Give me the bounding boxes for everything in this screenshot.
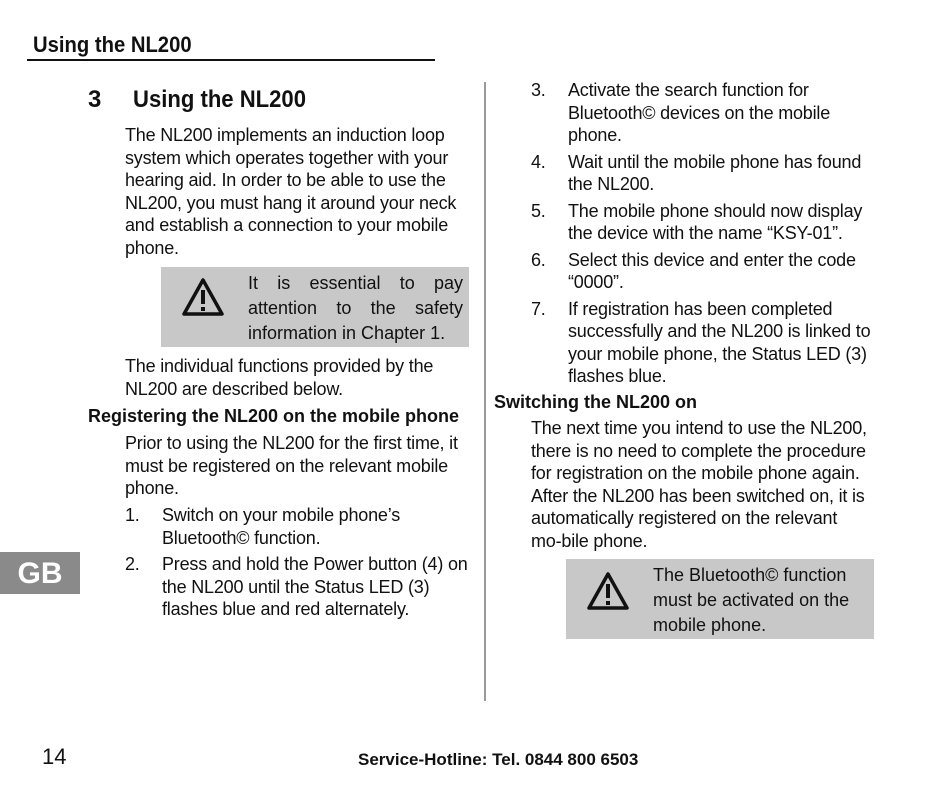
warning-triangle-icon: [586, 571, 630, 611]
intro-paragraph: [125, 124, 465, 259]
service-hotline: Service-Hotline: Tel. 0844 800 6503: [358, 750, 639, 769]
step-number: 7.: [531, 298, 546, 319]
safety-note-box: [161, 267, 469, 347]
language-tab: GB: [0, 552, 80, 594]
header-rule: [27, 59, 435, 61]
bluetooth-note-text: The Bluetooth© function must be activated on the mobile phone.: [653, 565, 850, 635]
step-item: [531, 249, 871, 294]
step-item: [531, 200, 871, 245]
step-text: Select this device and enter the code “0000”.: [568, 249, 856, 292]
safety-note-text: It is essential to pay attention to the safety information in Chapter 1.: [248, 273, 463, 343]
functions-paragraph: [125, 355, 465, 400]
running-header-title: Using the NL200: [33, 32, 192, 57]
step-number: 3.: [531, 80, 546, 100]
switching-subheading: Switching the NL200 on: [494, 392, 698, 412]
step-item: [531, 151, 871, 196]
right-steps-list: [531, 79, 871, 392]
step-number: 2.: [125, 554, 140, 574]
prior-text: Prior to using the NL200 for the first time, it must be registered on the relevant mobile phone.: [125, 433, 458, 498]
step-item: [125, 553, 470, 621]
warning-triangle-icon: [181, 277, 225, 317]
intro-text: The NL200 implements an induction loop system which operates together with your hearing aid. In order to be able to use the NL200, you must hang it around your neck and establish a connection to your mobile phone.: [125, 125, 457, 258]
step-text: Wait until the mobile phone has found the NL200.: [568, 151, 862, 194]
column-divider: [484, 82, 486, 701]
step-item: [125, 504, 470, 549]
bluetooth-note-box: [566, 559, 874, 639]
step-number: 6.: [531, 249, 546, 270]
section-number: 3: [88, 86, 102, 113]
page-number: 14: [42, 744, 67, 769]
step-number: 4.: [531, 151, 546, 172]
step-number: 1.: [125, 505, 140, 525]
step-text: Press and hold the Power button (4) on the NL200 until the Status LED (3) flashes blue and red alternately.: [162, 554, 468, 619]
section-title: Using the NL200: [133, 86, 307, 113]
step-text: Switch on your mobile phone’s Bluetooth© function.: [162, 505, 401, 548]
left-steps-list: [125, 504, 470, 625]
registering-subheading: Registering the NL200 on the mobile phone: [88, 406, 460, 426]
functions-text: The individual functions provided by the NL200 are described below.: [125, 356, 434, 399]
step-text: The mobile phone should now display the device with the name “KSY-01”.: [568, 200, 863, 243]
switching-paragraph: [531, 417, 871, 552]
step-text: Activate the search function for Bluetooth© devices on the mobile phone.: [568, 80, 831, 145]
prior-paragraph: [125, 432, 465, 500]
switching-text: The next time you intend to use the NL200, there is no need to complete the procedure for registration on the mobile phone again. After the NL200 has been switched on, it is automatically registered on the relevant mo-bile phone.: [531, 418, 867, 551]
step-number: 5.: [531, 200, 546, 221]
step-item: [531, 298, 871, 388]
step-text: If registration has been completed successfully and the NL200 is linked to your mobile phone, the Status LED (3) flashes blue.: [568, 298, 871, 386]
step-item: [531, 79, 871, 147]
